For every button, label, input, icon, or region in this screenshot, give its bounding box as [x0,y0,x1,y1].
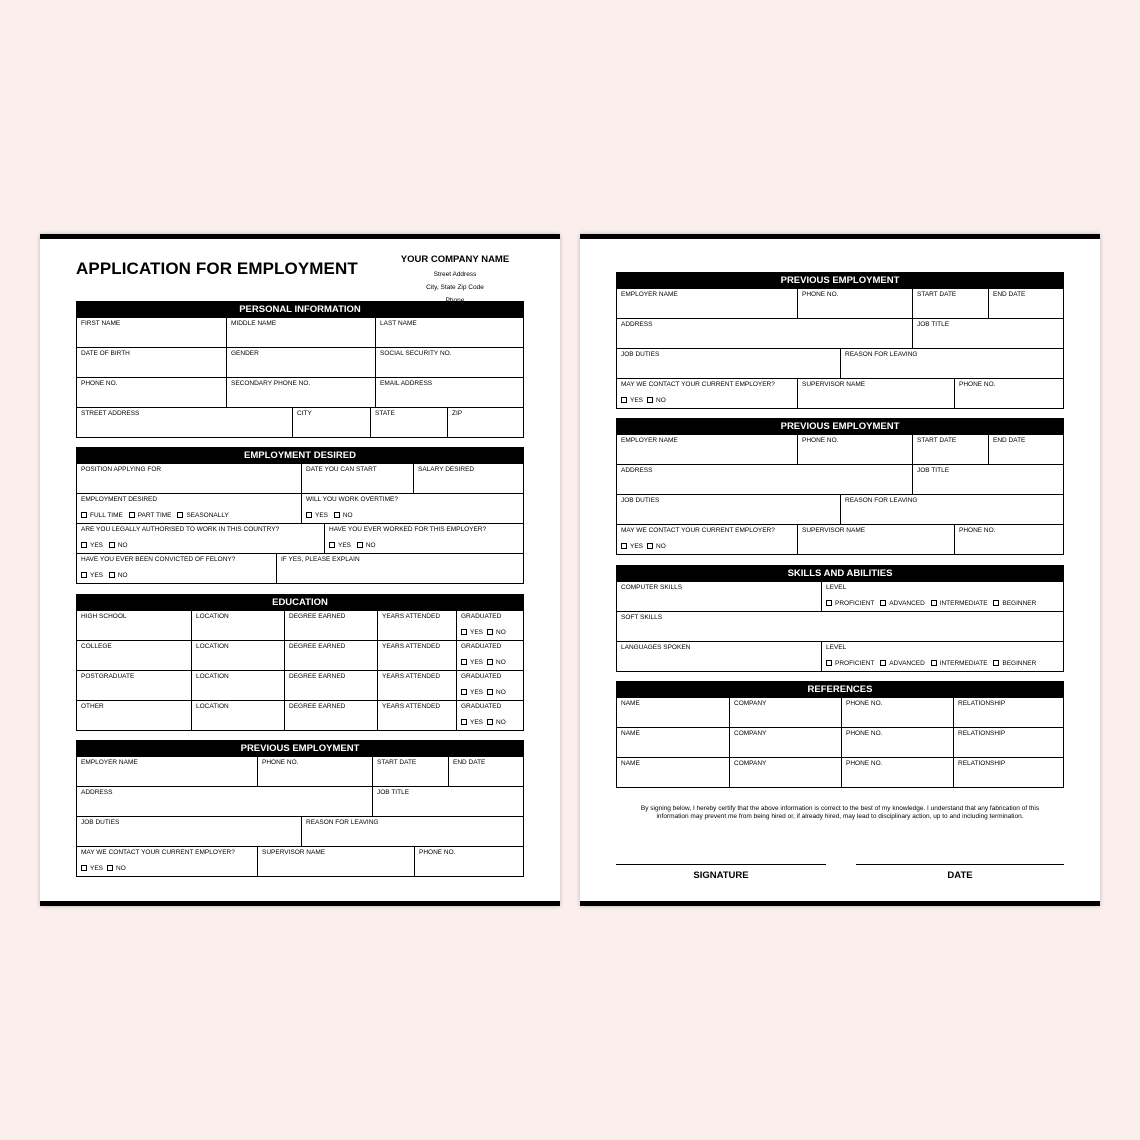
field-label: POSITION APPLYING FOR [81,466,162,473]
graduated-no-checkbox[interactable]: NO [487,719,506,727]
proficient-checkbox[interactable]: PROFICIENT [826,600,874,608]
reference-company-field[interactable]: COMPANY [729,698,841,727]
graduated-field: GRADUATED YES NO [456,641,523,670]
worked-yes-checkbox[interactable]: YES [329,542,351,550]
end-date-field[interactable]: END DATE [988,289,1063,318]
education-row [77,670,523,700]
authorised-yes-checkbox[interactable]: YES [81,542,103,550]
secondary-phone-field[interactable] [226,378,375,407]
graduated-yes-checkbox[interactable]: YES [461,719,483,727]
proficient-checkbox[interactable]: PROFICIENT [826,660,874,668]
company-block [380,254,530,307]
reference-relationship-field[interactable]: RELATIONSHIP [953,698,1063,727]
contact-no-checkbox[interactable]: NO [647,543,666,551]
field-label: ZIP [452,410,463,417]
employer-phone-field[interactable]: PHONE NO. [797,289,912,318]
date-of-birth-field[interactable] [77,348,226,377]
checkbox-icon [129,512,135,518]
authorised-field [77,524,324,553]
education-section [76,594,524,731]
reference-name-field[interactable]: NAME [621,700,640,707]
start-date-field[interactable]: START DATE [372,757,448,786]
field-label: HAVE YOU EVER BEEN CONVICTED OF FELONY? [81,556,236,563]
job-title-field[interactable]: JOB TITLE [912,319,1063,348]
field-label: SECONDARY PHONE NO. [231,380,311,387]
signature-label: SIGNATURE [693,870,749,881]
checkbox-icon [357,542,363,548]
years-field[interactable]: YEARS ATTENDED [377,701,456,730]
felony-explain-field[interactable] [276,554,523,583]
field-label: DATE YOU CAN START [306,466,377,473]
company-city: City, State Zip Code [426,284,484,291]
previous-employment-section [616,418,1064,555]
checkbox-icon [647,543,653,549]
years-field[interactable]: YEARS ATTENDED [377,611,456,640]
education-row [77,700,523,730]
employment-type-field [77,494,301,523]
checkbox-icon [647,397,653,403]
section-header: PREVIOUS EMPLOYMENT [616,418,1064,435]
seasonally-checkbox[interactable]: SEASONALLY [177,512,229,520]
date-line[interactable] [856,864,1064,865]
form-title: APPLICATION FOR EMPLOYMENT [76,259,358,278]
end-date-field[interactable]: END DATE [448,757,523,786]
job-title-field[interactable]: JOB TITLE [372,787,523,816]
start-date-field[interactable]: START DATE [912,435,988,464]
checkbox-icon [931,660,937,666]
employer-address-field[interactable]: ADDRESS [621,467,653,474]
supervisor-phone-field[interactable]: PHONE NO. [954,379,1063,408]
section-header: PREVIOUS EMPLOYMENT [76,740,524,757]
school-level-field[interactable]: OTHER [81,703,104,710]
checkbox-icon [306,512,312,518]
authorised-no-checkbox[interactable]: NO [109,542,128,550]
full-time-checkbox[interactable]: FULL TIME [81,512,123,520]
checkbox-icon [461,689,467,695]
part-time-checkbox[interactable]: PART TIME [129,512,172,520]
middle-name-field[interactable] [226,318,375,347]
form-page-1 [40,234,560,906]
checkbox-icon [109,542,115,548]
field-label: ARE YOU LEGALLY AUTHORISED TO WORK IN THIS COUNTRY? [81,526,280,533]
field-label: EMAIL ADDRESS [380,380,433,387]
advanced-checkbox[interactable]: ADVANCED [880,600,925,608]
field-label: LAST NAME [380,320,417,327]
section-header: EMPLOYMENT DESIRED [76,447,524,464]
signature-line[interactable] [616,864,826,865]
reference-phone-field[interactable]: PHONE NO. [841,698,953,727]
graduated-yes-checkbox[interactable]: YES [461,659,483,667]
supervisor-phone-field[interactable]: PHONE NO. [414,847,523,876]
reason-leaving-field[interactable]: REASON FOR LEAVING [840,495,1063,524]
location-field[interactable]: LOCATION [191,641,284,670]
contact-yes-checkbox[interactable]: YES [621,543,643,551]
checkbox-icon [993,660,999,666]
supervisor-name-field[interactable]: SUPERVISOR NAME [797,379,954,408]
location-field[interactable]: LOCATION [191,671,284,700]
field-label: HAVE YOU EVER WORKED FOR THIS EMPLOYER? [329,526,487,533]
personal-information-section [76,301,524,438]
field-label: SOCIAL SECURITY NO. [380,350,452,357]
employer-name-field[interactable]: EMPLOYER NAME [81,759,138,766]
intermediate-checkbox[interactable]: INTERMEDIATE [931,600,988,608]
checkbox-icon [81,512,87,518]
location-field[interactable]: LOCATION [191,611,284,640]
reference-row [617,698,1063,727]
field-label: PHONE NO. [81,380,118,387]
supervisor-name-field[interactable]: SUPERVISOR NAME [257,847,414,876]
education-row [77,611,523,640]
contact-employer-field: MAY WE CONTACT YOUR CURRENT EMPLOYER? YES NO [621,381,775,404]
checkbox-icon [81,865,87,871]
school-level-field[interactable]: POSTGRADUATE [81,673,135,680]
city-field[interactable] [292,408,370,437]
contact-no-checkbox[interactable]: NO [107,865,126,873]
checkbox-icon [880,600,886,606]
street-address-field[interactable] [77,408,292,437]
zip-field[interactable] [447,408,523,437]
form-page-2 [580,234,1100,906]
reason-leaving-field[interactable]: REASON FOR LEAVING [840,349,1063,378]
reference-relationship-field[interactable]: RELATIONSHIP [953,728,1063,757]
reference-phone-field[interactable]: PHONE NO. [841,728,953,757]
checkbox-icon [461,719,467,725]
section-header: PERSONAL INFORMATION [76,301,524,318]
graduated-yes-checkbox[interactable]: YES [461,689,483,697]
felony-yes-checkbox[interactable]: YES [81,572,103,580]
field-label: CITY [297,410,312,417]
field-label: SALARY DESIRED [418,466,475,473]
graduated-no-checkbox[interactable]: NO [487,629,506,637]
employer-phone-field[interactable]: PHONE NO. [797,435,912,464]
intermediate-checkbox[interactable]: INTERMEDIATE [931,660,988,668]
start-date-field[interactable]: START DATE [912,289,988,318]
degree-field[interactable]: DEGREE EARNED [284,611,377,640]
reference-name-field[interactable]: NAME [621,730,640,737]
contact-yes-checkbox[interactable]: YES [621,397,643,405]
job-title-field[interactable]: JOB TITLE [912,465,1063,494]
gender-field[interactable] [226,348,375,377]
reference-phone-field[interactable]: PHONE NO. [841,758,953,787]
employer-phone-field[interactable]: PHONE NO. [257,757,372,786]
graduated-yes-checkbox[interactable]: YES [461,629,483,637]
felony-no-checkbox[interactable]: NO [109,572,128,580]
checkbox-icon [461,659,467,665]
checkbox-icon [487,719,493,725]
degree-field[interactable]: DEGREE EARNED [284,701,377,730]
beginner-checkbox[interactable]: BEGINNER [993,660,1036,668]
ssn-field[interactable] [375,348,523,377]
previous-employment-section [76,740,524,877]
section-header: PREVIOUS EMPLOYMENT [616,272,1064,289]
soft-skills-field[interactable]: SOFT SKILLS [621,614,663,621]
school-level-field[interactable]: HIGH SCHOOL [81,613,127,620]
first-name-field[interactable] [77,318,226,347]
education-row [77,640,523,670]
beginner-checkbox[interactable]: BEGINNER [993,600,1036,608]
checkbox-icon [487,659,493,665]
employer-address-field[interactable]: ADDRESS [81,789,113,796]
reference-row [617,727,1063,757]
state-field[interactable] [370,408,447,437]
field-label: STREET ADDRESS [81,410,140,417]
checkbox-icon [334,512,340,518]
position-field[interactable] [77,464,301,493]
checkbox-icon [81,572,87,578]
field-label: EMPLOYMENT DESIRED [81,496,158,503]
last-name-field[interactable] [375,318,523,347]
checkbox-icon [826,600,832,606]
field-label: WILL YOU WORK OVERTIME? [306,496,398,503]
computer-level-field: LEVEL PROFICIENT ADVANCED INTERMEDIATE BEGINNER [821,582,1063,611]
checkbox-icon [177,512,183,518]
phone-field[interactable] [77,378,226,407]
degree-field[interactable]: DEGREE EARNED [284,671,377,700]
overtime-field [301,494,523,523]
contact-yes-checkbox[interactable]: YES [81,865,103,873]
checkbox-icon [487,689,493,695]
skills-section [616,565,1064,672]
field-label: STATE [375,410,395,417]
reference-relationship-field[interactable]: RELATIONSHIP [953,758,1063,787]
checkbox-icon [461,629,467,635]
checkbox-icon [993,600,999,606]
date-label: DATE [947,870,973,881]
field-label: IF YES, PLEASE EXPLAIN [281,556,360,563]
graduated-no-checkbox[interactable]: NO [487,659,506,667]
felony-field [77,554,276,583]
graduated-no-checkbox[interactable]: NO [487,689,506,697]
contact-no-checkbox[interactable]: NO [647,397,666,405]
reference-company-field[interactable]: COMPANY [729,758,841,787]
reason-leaving-field[interactable]: REASON FOR LEAVING [301,817,523,846]
languages-level-field: LEVEL PROFICIENT ADVANCED INTERMEDIATE BEGINNER [821,642,1063,671]
checkbox-icon [826,660,832,666]
previous-employment-section [616,272,1064,409]
reference-company-field[interactable]: COMPANY [729,728,841,757]
checkbox-icon [931,600,937,606]
checkbox-icon [109,572,115,578]
employment-desired-section [76,447,524,584]
reference-name-field[interactable]: NAME [621,760,640,767]
field-label: GENDER [231,350,259,357]
section-header: EDUCATION [76,594,524,611]
references-section [616,681,1064,788]
supervisor-name-field[interactable]: SUPERVISOR NAME [797,525,954,554]
email-field[interactable] [375,378,523,407]
checkbox-icon [107,865,113,871]
field-label: MIDDLE NAME [231,320,277,327]
degree-field[interactable]: DEGREE EARNED [284,641,377,670]
start-date-field[interactable] [301,464,413,493]
supervisor-phone-field[interactable]: PHONE NO. [954,525,1063,554]
advanced-checkbox[interactable]: ADVANCED [880,660,925,668]
certification-text: By signing below, I hereby certify that the above information is correct to the best of my knowledge. I understand that any fabrication of this information may prevent me from being hired or, if already hired, may lead to disciplinary action, up to and including termination. [640,805,1040,820]
checkbox-icon [81,542,87,548]
checkbox-icon [880,660,886,666]
salary-field[interactable] [413,464,523,493]
end-date-field[interactable]: END DATE [988,435,1063,464]
contact-employer-field: MAY WE CONTACT YOUR CURRENT EMPLOYER? YES NO [621,527,775,550]
field-label: FIRST NAME [81,320,121,327]
contact-employer-field: MAY WE CONTACT YOUR CURRENT EMPLOYER? YES NO [81,849,235,872]
computer-skills-field[interactable]: COMPUTER SKILLS [621,584,683,591]
field-label: DATE OF BIRTH [81,350,130,357]
checkbox-icon [487,629,493,635]
overtime-no-checkbox[interactable]: NO [334,512,353,520]
employer-name-field[interactable]: EMPLOYER NAME [621,437,678,444]
employer-address-field[interactable]: ADDRESS [621,321,653,328]
school-level-field[interactable]: COLLEGE [81,643,112,650]
checkbox-icon [621,543,627,549]
reference-row [617,757,1063,787]
company-name: YOUR COMPANY NAME [400,254,510,265]
location-field[interactable]: LOCATION [191,701,284,730]
section-header: REFERENCES [616,681,1064,698]
overtime-yes-checkbox[interactable]: YES [306,512,328,520]
job-duties-field[interactable]: JOB DUTIES [621,351,660,358]
worked-before-field [324,524,523,553]
languages-field[interactable]: LANGUAGES SPOKEN [621,644,691,651]
worked-no-checkbox[interactable]: NO [357,542,376,550]
years-field[interactable]: YEARS ATTENDED [377,671,456,700]
checkbox-icon [621,397,627,403]
graduated-field: GRADUATED YES NO [456,671,523,700]
graduated-field: GRADUATED YES NO [456,611,523,640]
employer-name-field[interactable]: EMPLOYER NAME [621,291,678,298]
graduated-field: GRADUATED YES NO [456,701,523,730]
company-street: Street Address [433,271,477,278]
job-duties-field[interactable]: JOB DUTIES [81,819,120,826]
years-field[interactable]: YEARS ATTENDED [377,641,456,670]
section-header: SKILLS AND ABILITIES [616,565,1064,582]
checkbox-icon [329,542,335,548]
job-duties-field[interactable]: JOB DUTIES [621,497,660,504]
